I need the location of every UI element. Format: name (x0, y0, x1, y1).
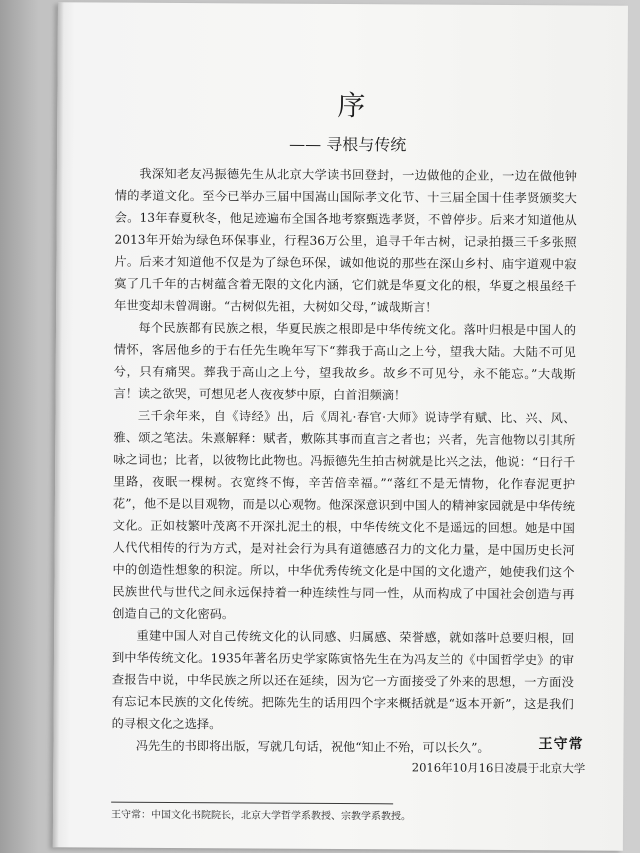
book-page (53, 2, 628, 850)
footnote-divider (111, 802, 393, 805)
author-signature: 王守常 (538, 736, 584, 753)
paragraph-4: 重建中国人对自己传统文化的认同感、归属感、荣誉感，就如落叶总要归根，回到中华传统文化。1935年著名历史学家陈寅恪先生在为冯友兰的《中国哲学史》的审查报告中说，中华民族之所以还在延续，因为它一方面接受了外来的思想，一方面没有忘记本民族的文化传统。把陈先生的话用四个字来概括就是“返本开新”，这是我们的寻根文化之选择。 (111, 628, 575, 732)
preface-body (111, 163, 577, 760)
paragraph-5: 冯先生的书即将出版，写就几句话，祝他“知止不殆，可以长久”。 (135, 738, 490, 755)
paragraph-2: 每个民族都有民族之根，华夏民族之根即是中华传统文化。落叶归根是中国人的情怀，客居他乡的于右任先生晚年写下“葬我于高山之上兮，望我大陆。大陆不可见兮，只有痛哭。葬我于高山之上兮，望我故乡。故乡不可见兮，永不能忘。”大哉斯言！读之欲哭，可想见老人夜夜梦中原，白首泪频滴！ (113, 320, 577, 403)
page-subtitle: —— 寻根与传统 (289, 134, 407, 155)
paragraph-3: 三千余年来，自《诗经》出，后《周礼·春官·大师》说诗学有赋、比、兴、风、雅、颂之笔法。朱熹解释：赋者，敷陈其事而直言之者也；兴者，先言他物以引其所咏之词也；比者，以彼物比此物也。冯振德先生拍古树就是比兴之法，他说：“日行千里路，夜眠一棵树。衣宽终不悔，辛苦倍幸福。”“落红不是无情物，化作春泥更护花”，他不是以目观物，而是以心观物。他深深意识到中国人的精神家园就是中华传统文化。正如枝繁叶茂离不开深扎泥土的根，中华传统文化不是遥远的回想。她是中国人代代相传的行为方式，是对社会行为具有道德感召力的文化力量，是中国历史长河中的创造性想象的积淀。所以，中华优秀传统文化是中国的文化遗产，她使我们这个民族世代与世代之间永远保持着一种连续性与同一性，从而构成了中国社会创造与再创造自己的文化密码。 (112, 408, 576, 622)
page-title: 序 (337, 88, 368, 123)
paragraph-1: 我深知老友冯振德先生从北京大学读书回登封，一边做他的企业，一边在做他钟情的孝道文化。至今已举办三届中国嵩山国际孝文化节、十三届全国十佳孝贤颁奖大会。13年春夏秋冬，他足迹遍布全国各地考察甄选孝贤，不曾停步。后来才知道他从2013年开始为绿色环保事业，行程36万公里，追寻千年古树，记录拍摄三千多张照片。后来才知道他不仅是为了绿色环保，诚如他说的那些在深山乡村、庙宇道观中寂寞了几千年的古树蕴含着无限的文化内涵，它们就是华夏文化的根，华夏之根虽经千年世变却未曾凋谢。“古树似先祖，大树如父母，”诚哉斯言！ (114, 166, 577, 315)
author-footnote: 王守常：中国文化书院院长，北京大学哲学系教授、宗教学系教授。 (111, 809, 412, 823)
date-location-line: 2016年10月16日凌晨于北京大学 (411, 760, 586, 776)
